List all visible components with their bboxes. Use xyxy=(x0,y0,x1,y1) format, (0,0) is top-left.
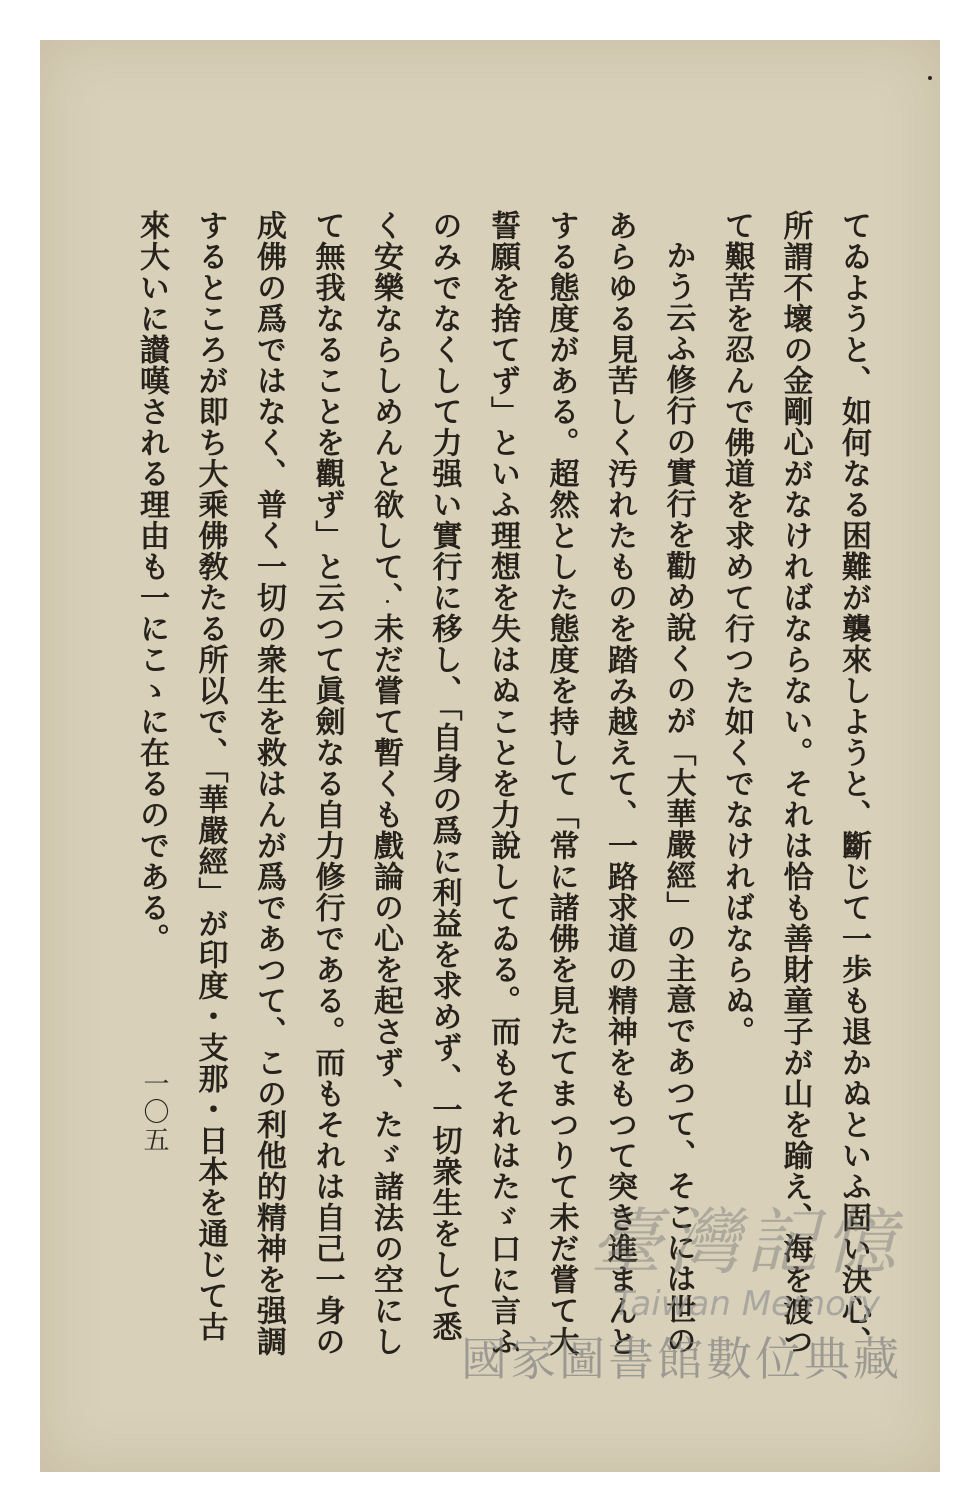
body-text xyxy=(122,210,883,1370)
paragraph: かう云ふ修行の實行を勸め說くのが「大華嚴經」の主意であつて、そこには世のあらゆる見苦しく汚れたものを踏み越えて、一路求道の精神をもつて突き進まんとする態度がある。超然とした態度を持して「常に諸佛を見たてまつりて未だ嘗て大誓願を捨てず」といふ理想を失はぬことを力說してゐる。而もそれはたゞ口に言ふのみでなくして力强い實行に移し、「自身の爲に利益を求めず、一切衆生をして悉く安樂ならしめんと欲して、未だ嘗て暫くも戲論の心を起さず、たゞ諸法の空にして無我なることを觀ず」と云つて眞劍なる自力修行である。而もそれは自己一身の成佛の爲ではなく、普く一切の衆生を救はんが爲であつて、この利他的精神を强調するところが即ち大乘佛敎たる所以で、「華嚴經」が印度・支那・日本を通じて古來大いに讃嘆される理由も一にこゝに在るのである。 xyxy=(134,210,696,1357)
watermark-logo: 臺灣記憶 xyxy=(589,1200,902,1284)
watermark-english: Taiwan Memory xyxy=(613,1284,880,1324)
scanned-page xyxy=(40,40,940,1472)
watermark-chinese: 國家圖書館數位典藏 xyxy=(461,1332,902,1386)
ink-speck xyxy=(928,76,932,80)
paragraph: てゐようと、如何なる困難が襲來しようと、斷じて一歩も退かぬといふ固い決心、所謂不壞の金剛心がなければならない。それは恰も善財童子が山を踰え、海を渡つて艱苦を忍んで佛道を求めて行つた如くでなければならぬ。 xyxy=(719,210,871,1357)
watermark xyxy=(402,1200,902,1440)
page-number: 一〇五 xyxy=(139,1070,169,1154)
